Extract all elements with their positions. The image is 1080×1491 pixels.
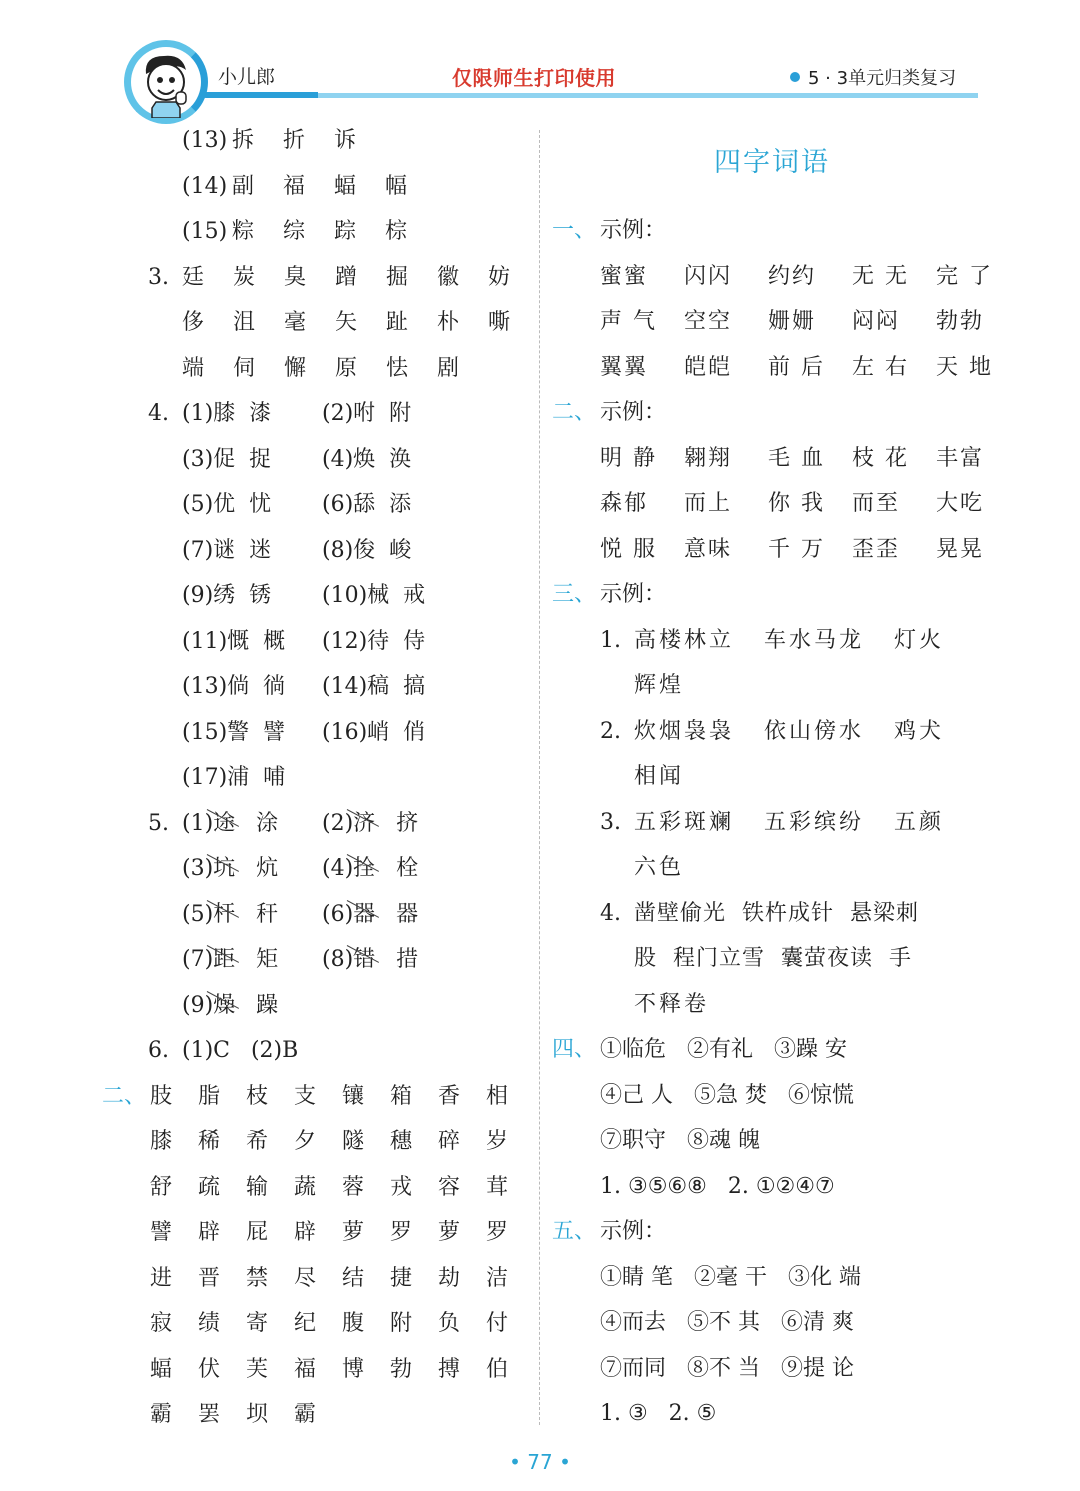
q4-row: 4. (1)膝 漆 (2)咐 附 — [100, 391, 530, 437]
question-number: 3. — [148, 264, 169, 290]
s5-line: 1. ③ 2. ⑤ — [600, 1401, 717, 1426]
mascot-boy-icon — [136, 52, 196, 118]
answer-row: (14) 副 福 蝠 幅 — [100, 164, 530, 210]
answer-row: (13) 拆 折 诉 — [100, 118, 530, 164]
s4-line: ④己 人 ⑤急 焚 ⑥惊慌 — [600, 1082, 854, 1108]
brand-name: 小儿郎 — [218, 66, 276, 88]
idiom-line: 股 程门立雪 囊萤夜读 手 — [634, 946, 912, 971]
question-number: 6. — [148, 1038, 169, 1063]
question-number: 5. — [148, 810, 169, 836]
sec2-row: 寂 绩 寄 纪 腹 附 负 付 — [150, 1311, 509, 1336]
q5-row: (9)燥 躁 — [100, 983, 530, 1029]
s4-line: 1. ③⑤⑥⑧ 2. ①②④⑦ — [600, 1173, 835, 1199]
section-title: 四字词语 — [714, 147, 830, 178]
section-marker: 一、 — [552, 218, 597, 243]
q4-row: (13)倘 徜 (14)稿 搞 — [182, 674, 426, 699]
q4-row: (3)促 捉 (4)焕 涣 — [182, 446, 412, 472]
q5-row: (7)距 矩 (8)错 措 — [100, 937, 530, 983]
s5-line: ⑦而同 ⑧不 当 ⑨提 论 — [600, 1355, 854, 1381]
word-row: 明 静 翱翔 毛 血 枝 花 丰富 — [600, 445, 985, 471]
sec2-row: 进 晋 禁 尽 结 捷 劫 洁 — [150, 1265, 509, 1291]
section-marker: 五、 — [552, 1219, 597, 1244]
q5-row: 5. (1)途 涂 (2)济 挤 — [100, 801, 530, 847]
section-marker: 二、 — [552, 400, 597, 425]
unit-title — [790, 64, 956, 90]
struck-char: 拴 — [353, 846, 375, 892]
right-column — [552, 118, 992, 1437]
section-marker: 二、 — [102, 1083, 147, 1109]
unit-title-text: 5 · 3单元归类复习 — [808, 68, 957, 89]
s5-line: ④而去 ⑤不 其 ⑥清 爽 — [600, 1310, 854, 1335]
section-marker: 四、 — [552, 1037, 597, 1062]
item-number: (13) — [182, 128, 228, 153]
struck-char: 燥 — [213, 983, 235, 1029]
struck-char: 距 — [213, 937, 235, 983]
sec2-row: 二、 肢 脂 枝 支 镶 箱 香 相 — [100, 1074, 530, 1120]
q4-row: (9)绣 锈 (10)械 戒 — [182, 583, 426, 608]
idiom-line: 不释卷 — [634, 991, 710, 1017]
page-header — [0, 0, 1080, 130]
struck-char: 济 — [353, 801, 375, 847]
section-header: 三、 示例： — [552, 572, 992, 618]
idiom-line: 3. 五彩斑斓 五彩缤纷 五颜 — [600, 809, 944, 835]
sec2-row: 霸 罢 坝 霸 — [150, 1402, 317, 1427]
section-header: 五、 示例： — [552, 1209, 992, 1255]
struck-char: 坑 — [213, 846, 235, 892]
idiom-line: 相闻 — [634, 764, 685, 789]
header-bar-light — [318, 93, 978, 98]
left-column — [100, 118, 530, 1438]
word-row: 森郁 而上 你 我 而至 大吃 — [600, 491, 985, 516]
struck-char: 途 — [213, 801, 235, 847]
s5-line: ①睛 笔 ②毫 干 ③化 端 — [600, 1264, 861, 1290]
q5-row: (3)坑 炕 (4)拴 栓 — [100, 846, 530, 892]
idiom-line: 2. 炊烟袅袅 依山傍水 鸡犬 — [600, 718, 944, 744]
column-divider — [539, 130, 540, 1425]
q3-row: 端 伺 懈 原 怯 剧 — [182, 355, 460, 381]
page-number: • 77 • — [509, 1450, 571, 1474]
print-notice: 仅限师生打印使用 — [452, 66, 616, 90]
q3-row: 3. 廷 炭 臭 蹭 掘 徽 妨 — [100, 255, 530, 301]
q4-row: (15)警 譬 (16)峭 俏 — [182, 719, 426, 745]
q4-row: (17)浦 哺 — [182, 765, 286, 790]
struck-char: 杆 — [213, 892, 235, 938]
idiom-line: 六色 — [634, 855, 685, 880]
section-marker: 三、 — [552, 582, 597, 607]
s4-line: ⑦职守 ⑧魂 魄 — [600, 1128, 760, 1153]
item-number: (15) — [182, 219, 228, 244]
struck-char: 错 — [353, 937, 375, 983]
sec2-row: 舒 疏 输 蔬 蓉 戎 容 茸 — [150, 1174, 509, 1200]
bullet-dot-icon — [790, 72, 800, 82]
section-header: 一、 示例： — [552, 208, 992, 254]
word-row: 悦 服 意味 千 万 歪歪 晃晃 — [600, 536, 985, 562]
sec2-row: 譬 辟 屁 辟 萝 罗 萝 罗 — [150, 1220, 509, 1245]
idiom-line: 辉煌 — [634, 673, 685, 698]
q4-row: (11)慨 概 (12)待 侍 — [182, 628, 426, 654]
struck-char: 器 — [353, 892, 375, 938]
word-row: 翼翼 皑皑 前 后 左 右 天 地 — [600, 354, 993, 380]
header-bar-dark — [200, 92, 318, 98]
sec2-row: 蝠 伏 芙 福 博 勃 搏 伯 — [150, 1356, 509, 1382]
idiom-line: 4. 凿壁偷光 铁杵成针 悬梁刺 — [600, 900, 919, 926]
answer-row: (15) 粽 综 踪 棕 — [100, 209, 530, 255]
s4-line: 四、 ①临危 ②有礼 ③躁 安 — [552, 1027, 992, 1073]
item-number: (14) — [182, 173, 228, 199]
sec2-row: 膝 稀 希 夕 隧 穗 碎 岁 — [150, 1129, 509, 1154]
idiom-line: 1. 高楼林立 车水马龙 灯火 — [600, 627, 944, 653]
word-row: 蜜蜜 闪闪 约约 无 无 完 了 — [600, 263, 993, 289]
q3-row: 侈 沮 毫 矢 趾 朴 嘶 — [182, 310, 511, 335]
q4-row: (7)谜 迷 (8)俊 峻 — [182, 537, 412, 563]
q6-row: 6. (1)C (2)B — [100, 1028, 530, 1074]
word-row: 声 气 空空 姗姗 闷闷 勃勃 — [600, 309, 985, 334]
q4-row: (5)优 忧 (6)舔 添 — [182, 492, 412, 517]
section-header: 二、 示例： — [552, 390, 992, 436]
question-number: 4. — [148, 401, 169, 426]
q5-row: (5)杆 秆 (6)器 器 — [100, 892, 530, 938]
